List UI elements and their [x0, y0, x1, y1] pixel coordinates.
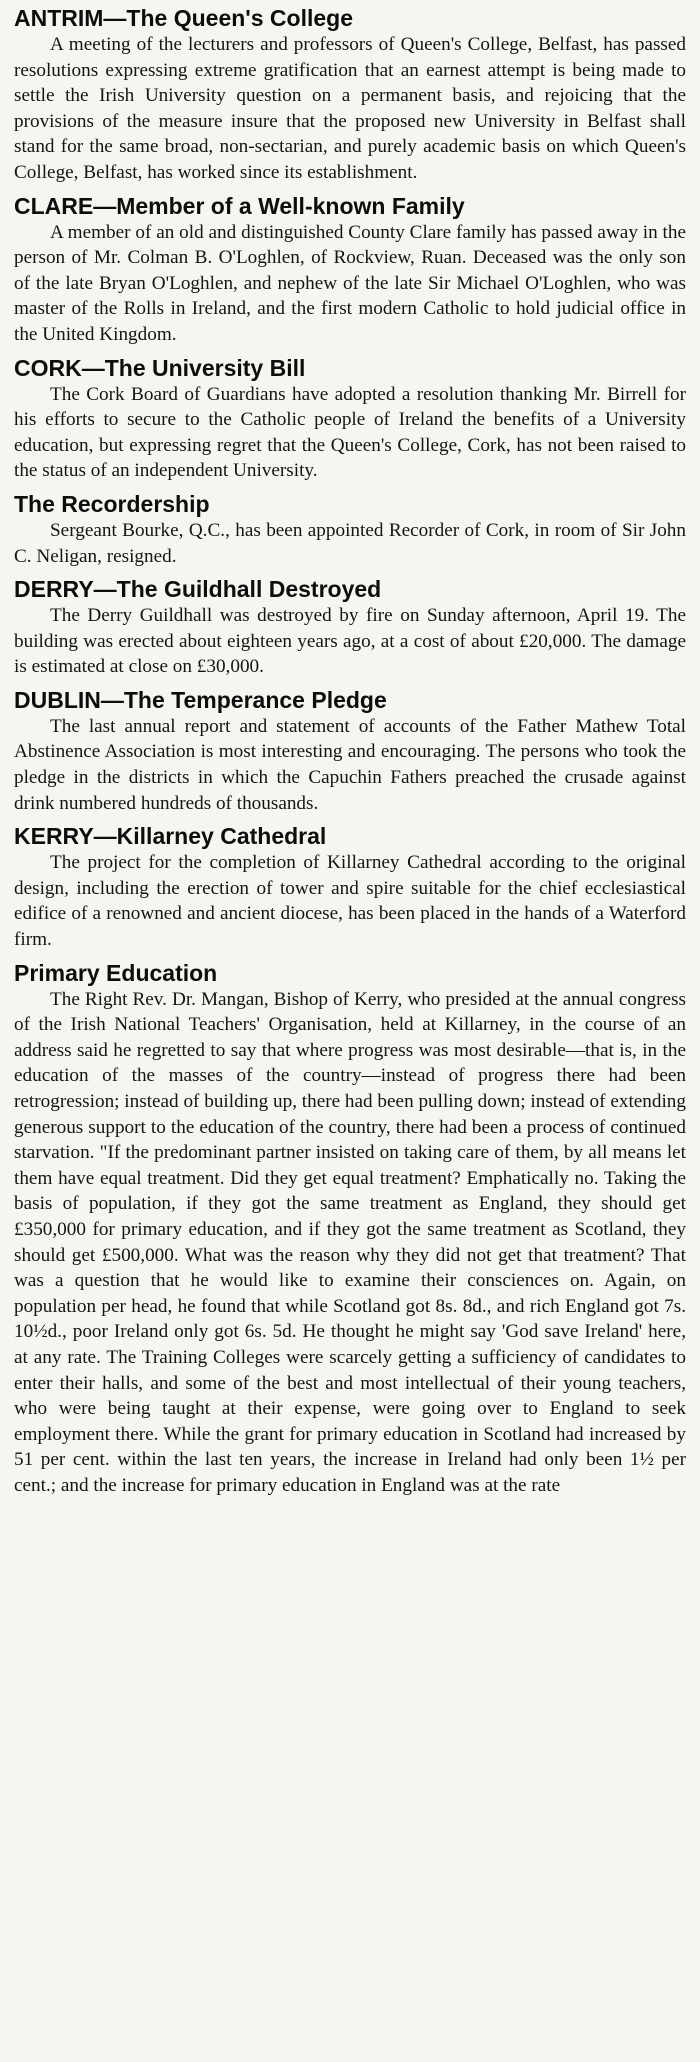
article-body: The Cork Board of Guardians have adopted a resolution thanking Mr. Birrell for his efforts to secure to the Catholic people of Ireland the benefits of a University education, but expressing regret that the Queen's College, Cork, has not been raised to the status of an independent University. — [14, 383, 686, 482]
article-heading: DERRY—The Guildhall Destroyed — [14, 576, 382, 603]
article-body: The Derry Guildhall was destroyed by fire on Sunday afternoon, April 19. The building was erected about eighteen years ago, at a cost of about £20,000. The damage is estimated at close on £30,000. — [14, 605, 686, 678]
article-body: The last annual report and statement of accounts of the Father Mathew Total Abstinence Association is most interesting and encouraging. The persons who took the pledge in the districts in which the Capuchin Fathers preached the crusade against drink numbered hundreds of thousands. — [14, 715, 686, 814]
article-heading: KERRY—Killarney Cathedral — [14, 823, 327, 850]
article-body: Sergeant Bourke, Q.C., has been appointed Recorder of Cork, in room of Sir John C. Neligan, resigned. — [14, 519, 686, 567]
article-heading: DUBLIN—The Temperance Pledge — [14, 686, 387, 713]
article-body: The project for the completion of Killarney Cathedral according to the original design, including the erection of tower and spire suitable for the chief ecclesiastical edifice of a renowned and ancient diocese, has been placed in the hands of a Waterford firm. — [14, 852, 686, 951]
article-dublin — [14, 686, 686, 816]
article-body: A member of an old and distinguished County Clare family has passed away in the person of Mr. Colman B. O'Loghlen, of Rockview, Ruan. Deceased was the only son of the late Bryan O'Loghlen, and nephew of the late Sir Michael O'Loghlen, who was master of the Rolls in Ireland, and the first modern Catholic to hold judicial office in the United Kingdom. — [14, 221, 686, 345]
article-heading: CORK—The University Bill — [14, 354, 306, 381]
article-heading: The Recordership — [14, 490, 210, 517]
article-primary-education — [14, 959, 686, 1499]
article-body: A meeting of the lecturers and professors of Queen's College, Belfast, has passed resolutions expressing extreme gratification that an earnest attempt is being made to settle the Irish University question on a permanent basis, and rejoicing that the provisions of the measure insure that the proposed new University in Belfast shall stand for the same broad, non-sectarian, and purely academic basis on which Queen's College, Belfast, has worked since its establishment. — [14, 34, 686, 183]
article-body: The Right Rev. Dr. Mangan, Bishop of Kerry, who presided at the annual congress of the Irish National Teachers' Organisation, held at Killarney, in the course of an address said he regretted to say that where progress was most desirable—that is, in the education of the masses of the country—instead of progress there had been retrogression; instead of building up, there had been pulling down; instead of extending generous support to the education of the country, there had been a process of continued starvation. "If the predominant partner insisted on taking care of them, by all means let them have equal treatment. Did they get equal treatment? Emphatically no. Taking the basis of population, if they got the same treatment as England, they should get £350,000 for primary education, and if they got the same treatment as Scotland, they should get £500,000. What was the reason why they did not get that treatment? That was a question that he would like to examine their consciences on. Again, on population per head, he found that while Scotland got 8s. 8d., and rich England got 7s. 10½d., poor Ireland only got 6s. 5d. He thought he might say 'God save Ireland' here, at any rate. The Training Colleges were scarcely getting a sufficiency of candidates to enter their halls, and some of the best and most intellectual of their young teachers, who were being taught at their expense, were going over to England to seek employment there. While the grant for primary education in Scotland had increased by 51 per cent. within the last ten years, the increase in Ireland had only been 1½ per cent.; and the increase for primary education in England was at the rate — [14, 988, 686, 1496]
article-heading: ANTRIM—The Queen's College — [14, 5, 354, 31]
article-antrim — [14, 4, 686, 186]
article-derry — [14, 575, 686, 680]
article-recordership — [14, 490, 686, 569]
article-kerry — [14, 822, 686, 952]
article-cork — [14, 354, 686, 484]
article-heading: CLARE—Member of a Well-known Family — [14, 192, 465, 219]
article-heading: Primary Education — [14, 959, 218, 986]
article-clare — [14, 192, 686, 348]
